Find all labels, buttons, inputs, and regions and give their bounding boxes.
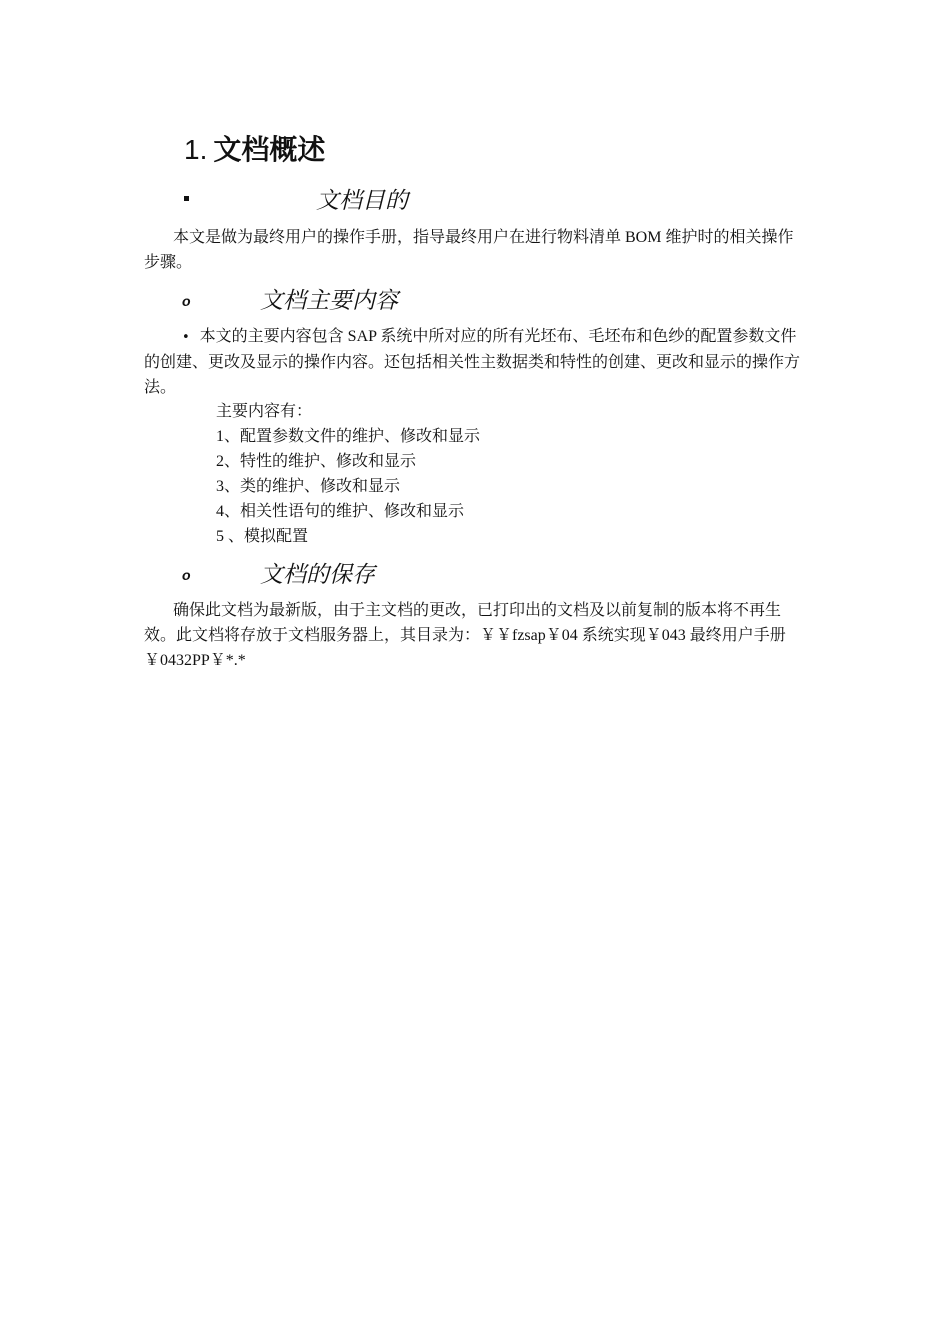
square-bullet-icon bbox=[184, 196, 189, 201]
bullet-dot-icon: • bbox=[182, 330, 190, 345]
subheading-main-content-title: 文档主要内容 bbox=[260, 287, 398, 313]
list-heading: 主要内容有： bbox=[216, 403, 313, 420]
subheading-main-content bbox=[182, 284, 482, 316]
section-title: 文档概述 bbox=[213, 134, 326, 165]
circle-bullet-icon: o bbox=[182, 293, 191, 309]
section-heading-overview bbox=[184, 132, 325, 168]
section-number: 1. bbox=[184, 134, 208, 165]
content-paragraph bbox=[144, 324, 806, 400]
list-item: 1、配置参数文件的维护、修改和显示 bbox=[216, 428, 481, 445]
subheading-storage-title: 文档的保存 bbox=[260, 561, 375, 587]
content-paragraph-text: 本文的主要内容包含 SAP 系统中所对应的所有光坯布、毛坯布和色纱的配置参数文件的创建、更改及显示的操作内容。还包括相关性主数据类和特性的创建、更改和显示的操作方法。 bbox=[144, 328, 801, 396]
subheading-storage bbox=[182, 558, 482, 590]
subheading-purpose-title: 文档目的 bbox=[316, 187, 408, 213]
circle-bullet-icon: o bbox=[182, 567, 191, 583]
purpose-paragraph: 本文是做为最终用户的操作手册，指导最终用户在进行物料清单 BOM 维护时的相关操作步骤。 bbox=[144, 229, 794, 271]
subheading-purpose bbox=[184, 184, 484, 216]
list-item: 4、相关性语句的维护、修改和显示 bbox=[216, 503, 465, 520]
list-item: 2、特性的维护、修改和显示 bbox=[216, 453, 417, 470]
storage-paragraph: 确保此文档为最新版，由于主文档的更改，已打印出的文档及以前复制的版本将不再生效。此文档将存放于文档服务器上，其目录为：￥￥fzsap￥04 系统实现￥043 最终用户手册￥0432PP￥*.* bbox=[144, 602, 786, 669]
list-item: 5 、模拟配置 bbox=[216, 528, 309, 545]
list-item: 3、类的维护、修改和显示 bbox=[216, 478, 401, 495]
main-content-list bbox=[216, 399, 480, 549]
